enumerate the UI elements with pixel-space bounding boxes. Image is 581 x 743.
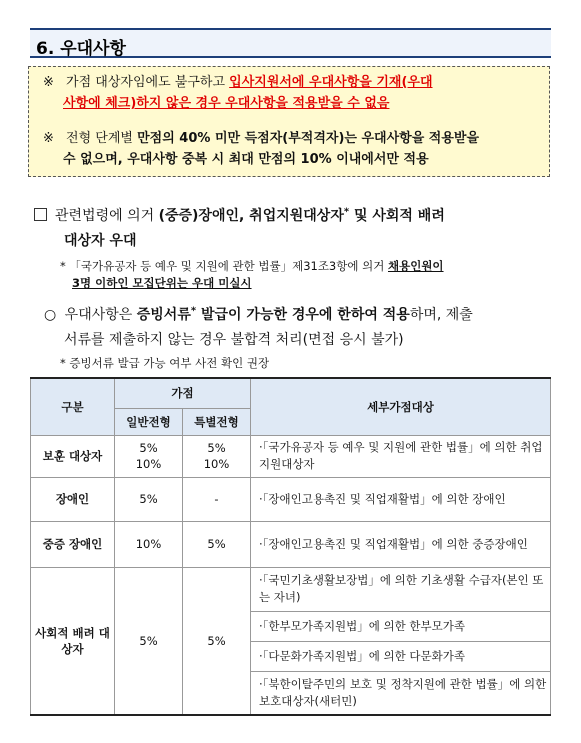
row-special-text: - bbox=[214, 492, 219, 506]
table-row bbox=[31, 521, 551, 567]
item2-bold-b: 발급이 가능한 경우에 한하여 적용 bbox=[196, 307, 410, 323]
notice-mark-2: ※ bbox=[43, 131, 54, 146]
notice-text-2: 전형 단계별 bbox=[66, 131, 138, 146]
item1-bold-c: 대상자 우대 bbox=[64, 233, 137, 249]
notice-line-4 bbox=[63, 149, 429, 170]
row-category bbox=[31, 521, 115, 567]
row-category bbox=[31, 435, 115, 477]
item1-text: 관련법령에 의거 bbox=[55, 208, 159, 224]
row-category-text: 보훈 대상자 bbox=[42, 449, 103, 463]
item1-sup: * bbox=[343, 206, 350, 218]
checkbox-icon bbox=[34, 208, 47, 221]
row-category-text: 중증 장애인 bbox=[42, 537, 103, 551]
row-category bbox=[31, 567, 115, 715]
notice-warning-1a: 입사지원서에 우대사항을 기재(우대 bbox=[229, 75, 433, 90]
row-detail-text: ·「장애인고용촉진 및 직업재활법」에 의한 장애인 bbox=[259, 491, 506, 506]
row-general bbox=[115, 567, 183, 715]
row-general bbox=[115, 435, 183, 477]
item1-note-mark: * bbox=[60, 259, 66, 273]
item2-bold: 증빙서류 bbox=[136, 307, 191, 323]
item2-text: 우대사항은 bbox=[64, 307, 137, 323]
row-detail bbox=[251, 671, 551, 715]
row-detail bbox=[251, 435, 551, 477]
item1-bold-b: 및 사회적 배려 bbox=[349, 208, 445, 224]
table-row bbox=[31, 567, 551, 611]
row-special-text: 5% 10% bbox=[203, 441, 230, 471]
notice-bold-2b: 수 없으며, 우대사항 중복 시 최대 만점의 10% 이내에서만 적용 bbox=[63, 152, 429, 167]
row-detail-text: ·「북한이탈주민의 보호 및 정착지원에 관한 법률」에 의한 보호대상자(새터민) bbox=[259, 676, 547, 708]
row-detail-text: ·「한부모가족지원법」에 의한 한부모가족 bbox=[259, 618, 465, 633]
row-detail bbox=[251, 521, 551, 567]
row-detail-text: ·「다문화가족지원법」에 의한 다문화가족 bbox=[259, 648, 465, 663]
row-special-text: 5% bbox=[207, 537, 226, 551]
item1-note-line-2 bbox=[72, 275, 252, 291]
notice-line-2 bbox=[63, 93, 389, 114]
row-detail-text: ·「장애인고용촉진 및 직업재활법」에 의한 중증장애인 bbox=[259, 536, 528, 551]
row-detail bbox=[251, 611, 551, 641]
table-row bbox=[31, 477, 551, 521]
item1-note-text: 「국가유공자 등 예우 및 지원에 관한 법률」제31조3항에 의거 bbox=[69, 259, 388, 273]
header-points: 가점 bbox=[115, 378, 251, 408]
header-special: 특별전형 bbox=[183, 408, 251, 435]
row-detail-text: ·「국가유공자 등 예우 및 지원에 관한 법률」에 의한 취업지원대상자 bbox=[259, 440, 543, 471]
row-detail bbox=[251, 641, 551, 671]
notice-box bbox=[28, 66, 550, 177]
item2-note bbox=[60, 355, 269, 371]
row-general-text: 5% 10% bbox=[135, 441, 162, 471]
notice-bold-2a: 만점의 40% 미만 득점자(부적격자)는 우대사항을 적용받을 bbox=[137, 131, 480, 146]
row-general-text: 5% bbox=[139, 492, 158, 506]
row-category bbox=[31, 477, 115, 521]
row-detail bbox=[251, 477, 551, 521]
item1-line-2 bbox=[64, 230, 137, 250]
item1-note-line-1 bbox=[60, 258, 444, 274]
row-special bbox=[183, 477, 251, 521]
item1-bold: (중증)장애인, 취업지원대상자 bbox=[158, 208, 344, 224]
row-special-text: 5% bbox=[207, 633, 226, 648]
row-category-text: 장애인 bbox=[55, 492, 90, 506]
item2-sup: * bbox=[190, 305, 197, 317]
row-general-text: 10% bbox=[135, 537, 162, 551]
item2-note-text: * 증빙서류 발급 가능 여부 사전 확인 권장 bbox=[60, 356, 270, 370]
row-general bbox=[115, 477, 183, 521]
row-special bbox=[183, 567, 251, 715]
row-category-text: 사회적 배려 대상자 bbox=[35, 625, 110, 656]
notice-line-3 bbox=[43, 128, 479, 149]
header-category: 구분 bbox=[31, 378, 115, 435]
notice-warning-1b: 사항에 체크)하지 않은 경우 우대사항을 적용받을 수 없음 bbox=[63, 96, 390, 111]
table-row bbox=[31, 435, 551, 477]
header-detail: 세부가점대상 bbox=[251, 378, 551, 435]
item2-line-1 bbox=[44, 304, 473, 324]
preference-table bbox=[30, 377, 551, 716]
header-general: 일반전형 bbox=[115, 408, 183, 435]
section-title: 6. 우대사항 bbox=[36, 39, 126, 59]
row-general bbox=[115, 521, 183, 567]
section-title-bar bbox=[30, 28, 551, 58]
row-special bbox=[183, 521, 251, 567]
item2-tail: 하며, 제출 bbox=[409, 307, 473, 323]
row-detail bbox=[251, 567, 551, 611]
item1-note-bold-a: 채용인원이 bbox=[388, 259, 444, 273]
row-detail-text: ·「국민기초생활보장법」에 의한 기초생활 수급자(본인 또는 자녀) bbox=[259, 573, 544, 604]
item2-line-2 bbox=[64, 329, 404, 349]
row-special bbox=[183, 435, 251, 477]
item1-note-bold-b: 3명 이하인 모집단위는 우대 미실시 bbox=[72, 276, 252, 290]
row-general-text: 5% bbox=[139, 633, 158, 648]
notice-text-1: 가점 대상자임에도 불구하고 bbox=[66, 75, 230, 90]
item2-bullet: ○ bbox=[44, 307, 57, 323]
item1-line-1 bbox=[34, 205, 445, 225]
item2-line2-text: 서류를 제출하지 않는 경우 불합격 처리(면접 응시 불가) bbox=[64, 332, 404, 348]
notice-line-1 bbox=[43, 72, 433, 93]
notice-mark-1: ※ bbox=[43, 75, 54, 90]
